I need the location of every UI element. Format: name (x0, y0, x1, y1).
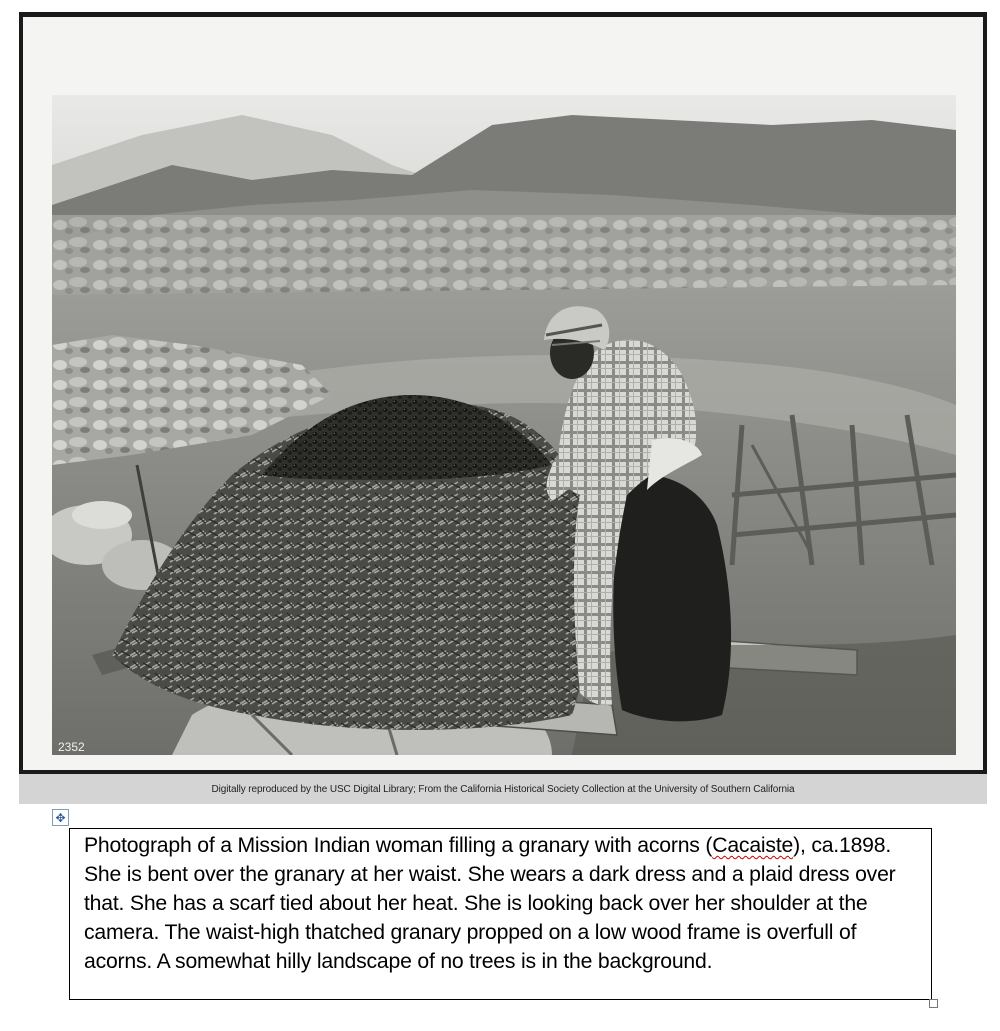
print-paper (23, 17, 983, 770)
misspelled-word[interactable]: Cacaiste (712, 834, 794, 857)
caption-textbox[interactable] (69, 828, 932, 1000)
move-arrows-icon[interactable]: ✥ (52, 809, 69, 826)
historical-photograph (52, 95, 956, 755)
photograph-illustration (52, 95, 956, 755)
scanned-print (19, 12, 987, 774)
library-credit-bar (19, 774, 987, 804)
plate-number: 2352 (58, 740, 85, 754)
caption-text-start: Photograph of a Mission Indian woman filling a granary with acorns ( (84, 834, 713, 857)
caption-text[interactable] (84, 831, 923, 976)
caption-text-end: ), ca.1898. She is bent over the granary at her waist. She wears a dark dress and a plaid dress over that. She has a scarf tied about her heat. She is looking back over her shoulder at the camera. The waist-high thatched granary propped on a low wood frame is overfull of acorns. A somewhat hilly landscape of no trees is in the background. (84, 834, 896, 973)
library-credit-text: Digitally reproduced by the USC Digital Library; From the California Historical Society Collection at the University of Southern California (211, 783, 795, 795)
resize-square-icon[interactable] (929, 999, 938, 1008)
